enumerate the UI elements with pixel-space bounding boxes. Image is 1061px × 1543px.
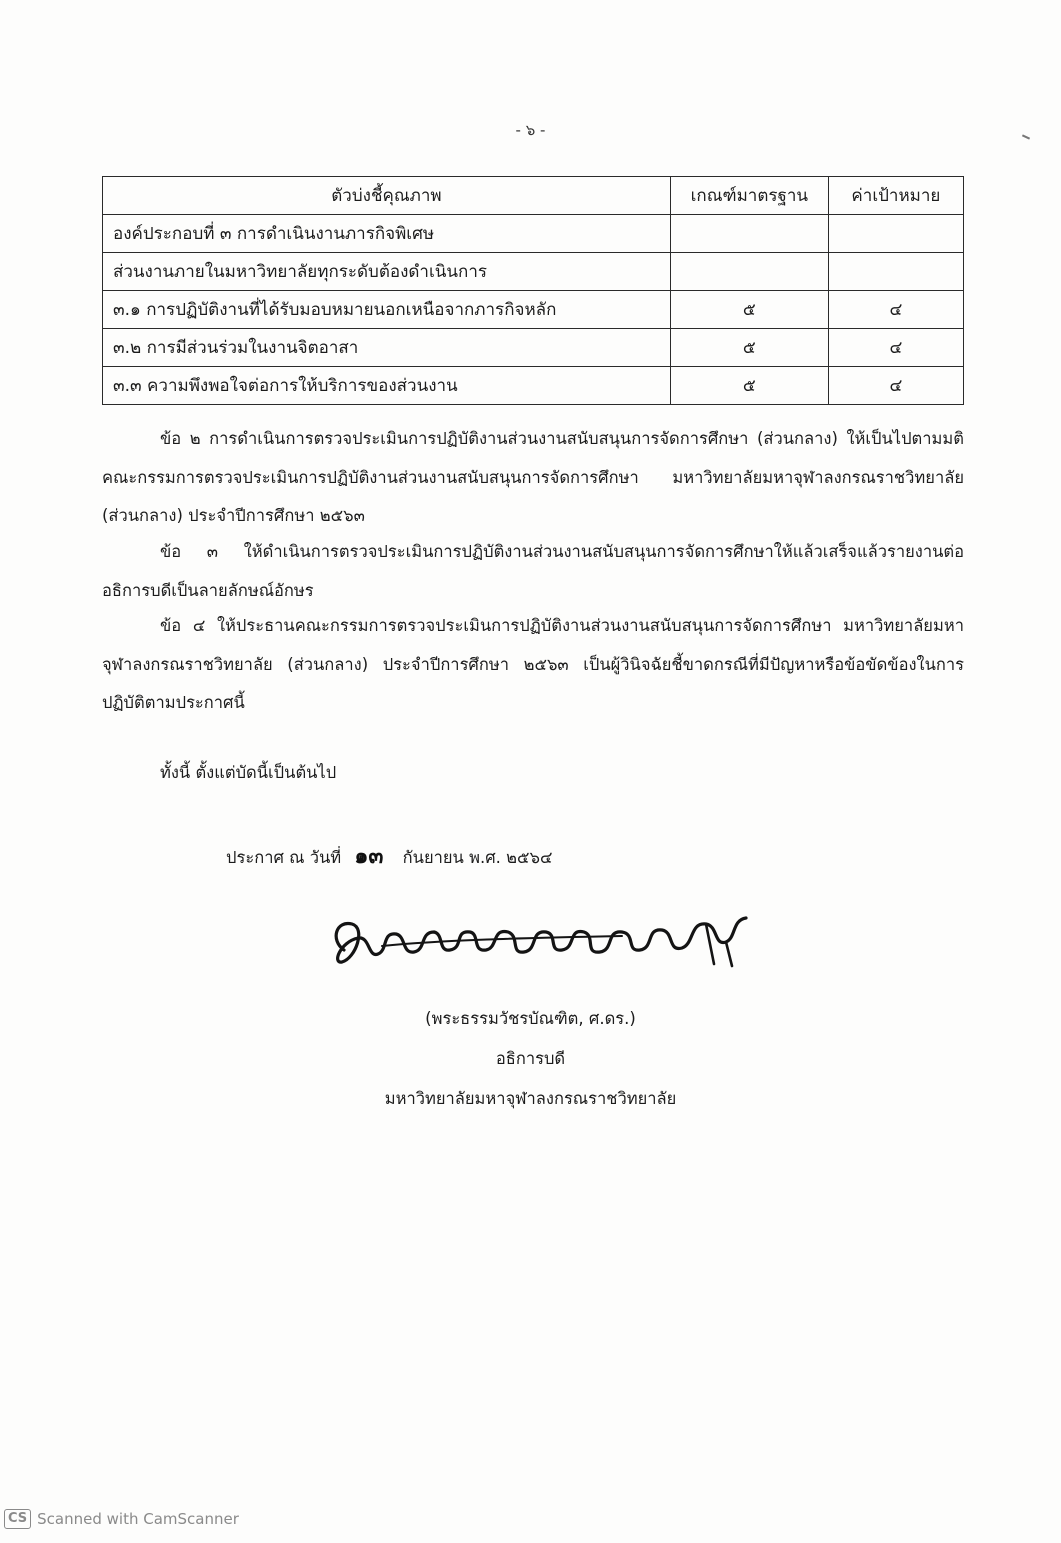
- indicator-cell: ๓.๒ การมีส่วนร่วมในงานจิตอาสา: [103, 329, 671, 367]
- standard-cell: ๕: [670, 367, 828, 405]
- quality-indicator-table: [102, 176, 964, 405]
- standard-cell: ๕: [670, 329, 828, 367]
- standard-cell: ๕: [670, 291, 828, 329]
- indicator-cell: ๓.๑ การปฏิบัติงานที่ได้รับมอบหมายนอกเหนือจากภารกิจหลัก: [103, 291, 671, 329]
- section-subtitle-row: [103, 253, 964, 291]
- signer-organization: มหาวิทยาลัยมหาจุฬาลงกรณราชวิทยาลัย: [384, 1089, 677, 1108]
- date-prefix: ประกาศ ณ วันที่: [226, 848, 342, 867]
- section-title: องค์ประกอบที่ ๓ การดำเนินงานภารกิจพิเศษ: [103, 215, 671, 253]
- clause-2: ข้อ ๒ การดำเนินการตรวจประเมินการปฏิบัติงานส่วนงานสนับสนุนการจัดการศึกษา (ส่วนกลาง) ให้เป็นไปตามมติคณะกรรมการตรวจประเมินการปฏิบัติงานส่วนงานสนับสนุนการจัดการศึกษา มหาวิทยาลัยมหาจุฬาลงกรณราชวิทยาลัย (ส่วนกลาง) ประจำปีการศึกษา ๒๕๖๓: [102, 429, 964, 525]
- signer-name: (พระธรรมวัชรบัณฑิต, ศ.ดร.): [425, 1009, 636, 1028]
- section-title-row: [103, 215, 964, 253]
- target-cell: ๔: [828, 367, 963, 405]
- empty-cell: [828, 215, 963, 253]
- table-row: [103, 367, 964, 405]
- date-day: ๑๓: [354, 843, 384, 869]
- handwritten-signature: [322, 902, 762, 982]
- empty-cell: [670, 253, 828, 291]
- header-indicator: ตัวบ่งชี้คุณภาพ: [103, 177, 671, 215]
- target-cell: ๔: [828, 329, 963, 367]
- closing-statement: ทั้งนี้ ตั้งแต่บัดนี้เป็นต้นไป: [160, 763, 337, 782]
- camscanner-logo-icon: CS: [4, 1509, 31, 1529]
- section-subtitle: ส่วนงานภายในมหาวิทยาลัยทุกระดับต้องดำเนินการ: [103, 253, 671, 291]
- page-number: - ๖ -: [515, 121, 546, 139]
- announcement-date: [226, 838, 552, 873]
- header-target: ค่าเป้าหมาย: [828, 177, 963, 215]
- header-standard: เกณฑ์มาตรฐาน: [670, 177, 828, 215]
- indicator-cell: ๓.๓ ความพึงพอใจต่อการให้บริการของส่วนงาน: [103, 367, 671, 405]
- watermark-text: Scanned with CamScanner: [37, 1510, 239, 1528]
- empty-cell: [828, 253, 963, 291]
- empty-cell: [670, 215, 828, 253]
- signer-title: อธิการบดี: [495, 1049, 566, 1068]
- date-suffix: กันยายน พ.ศ. ๒๕๖๔: [402, 848, 553, 867]
- clause-4: ข้อ ๔ ให้ประธานคณะกรรมการตรวจประเมินการปฏิบัติงานส่วนงานสนับสนุนการจัดการศึกษา มหาวิทยาลัยมหาจุฬาลงกรณราชวิทยาลัย (ส่วนกลาง) ประจำปีการศึกษา ๒๕๖๓ เป็นผู้วินิจฉัยชี้ขาดกรณีที่มีปัญหาหรือข้อขัดข้องในการปฏิบัติตามประกาศนี้: [102, 616, 964, 712]
- table-header-row: [103, 177, 964, 215]
- target-cell: ๔: [828, 291, 963, 329]
- clause-3: ข้อ ๓ ให้ดำเนินการตรวจประเมินการปฏิบัติงานส่วนงานสนับสนุนการจัดการศึกษาให้แล้วเสร็จแล้วรายงานต่ออธิการบดีเป็นลายลักษณ์อักษร: [102, 542, 964, 600]
- table-row: [103, 329, 964, 367]
- table-row: [103, 291, 964, 329]
- camscanner-watermark: [4, 1509, 239, 1529]
